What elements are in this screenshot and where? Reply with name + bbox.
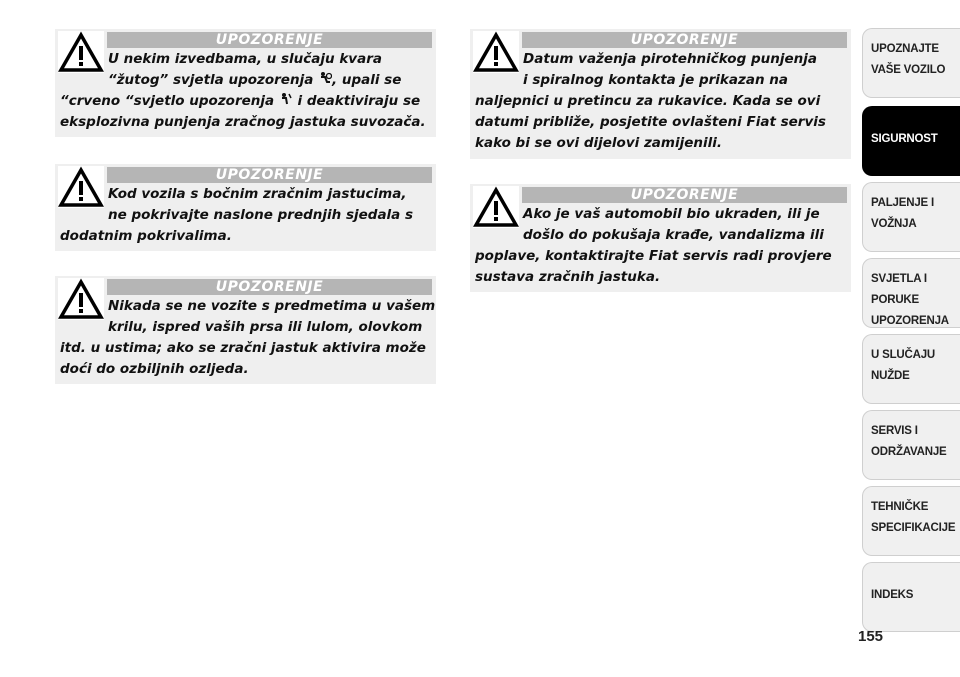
warning-box (55, 29, 436, 137)
warning-line: Kod vozila s bočnim zračnim jastucima, (108, 186, 407, 202)
tab-u-slucaju-nuzde[interactable] (862, 334, 960, 404)
tab-label: VOŽNJA (871, 218, 917, 230)
tab-label: TEHNIČKE (871, 501, 929, 513)
warning-text (60, 184, 430, 247)
warning-header: UPOZORENJE (107, 32, 432, 48)
tab-label: SIGURNOST (871, 133, 938, 145)
warning-line: “crveno “svjetlo upozorenja i deaktiviraju se (60, 93, 421, 109)
warning-line: Nikada se ne vozite s predmetima u vašem (108, 298, 436, 314)
warning-line: dodatnim pokrivalima. (60, 228, 232, 244)
tab-label: SPECIFIKACIJE (871, 522, 956, 534)
warning-line: naljepnici u pretincu za rukavice. Kada se ovi (475, 93, 821, 109)
airbag-warning-icon (318, 71, 332, 85)
warning-line: itd. u ustima; ako se zračni jastuk aktivira može (60, 340, 426, 356)
tab-label: INDEKS (871, 589, 914, 601)
tab-label: NUŽDE (871, 370, 910, 382)
passenger-airbag-off-icon (279, 92, 293, 106)
tab-sigurnost[interactable] (862, 106, 960, 176)
tab-paljenje-i-voznja[interactable] (862, 182, 960, 252)
warning-line: došlo do pokušaja krađe, vandalizma ili (523, 227, 824, 243)
tab-indeks[interactable] (862, 562, 960, 632)
warning-line: i spiralnog kontakta je prikazan na (523, 72, 789, 88)
tab-label: SERVIS I (871, 425, 918, 437)
warning-box (55, 276, 436, 384)
tab-label: SVJETLA I PORUKE (871, 273, 927, 306)
warning-text (60, 49, 430, 133)
warning-line: U nekim izvedbama, u slučaju kvara (108, 51, 382, 67)
warning-text (475, 204, 845, 288)
tab-svjetla-i-poruke-upozorenja[interactable] (862, 258, 960, 328)
warning-box (470, 29, 851, 159)
warning-line: eksplozivna punjenja zračnog jastuka suvozača. (60, 114, 426, 130)
warning-line: “žutog” svjetla upozorenja , upali se (108, 72, 402, 88)
tab-servis-i-odrzavanje[interactable] (862, 410, 960, 480)
warning-line: Datum važenja pirotehničkog punjenja (523, 51, 817, 67)
tab-tehnicke-specifikacije[interactable] (862, 486, 960, 556)
warning-header: UPOZORENJE (522, 187, 847, 203)
warning-text (60, 296, 436, 380)
warning-line: datumi približe, posjetite ovlašteni Fiat servis (475, 114, 826, 130)
warning-line: sustava zračnih jastuka. (475, 269, 661, 285)
warning-header: UPOZORENJE (522, 32, 847, 48)
warning-line: krilu, ispred vaših prsa ili lulom, olovkom (108, 319, 423, 335)
warning-box (470, 184, 851, 292)
page-number: 155 (858, 628, 884, 645)
tab-label: UPOZORENJA (871, 315, 949, 327)
warning-line: ne pokrivajte naslone prednjih sjedala s (108, 207, 414, 223)
tab-label: VAŠE VOZILO (871, 64, 946, 76)
warning-box (55, 164, 436, 251)
warning-text (475, 49, 845, 154)
warning-header: UPOZORENJE (107, 279, 432, 295)
warning-line: kako bi se ovi dijelovi zamijenili. (475, 135, 723, 151)
tab-label: UPOZNAJTE (871, 43, 939, 55)
warning-line: doći do ozbiljnih ozljeda. (60, 361, 249, 377)
tab-label: U SLUČAJU (871, 349, 936, 361)
tab-label: ODRŽAVANJE (871, 446, 947, 458)
warning-line: poplave, kontaktirajte Fiat servis radi provjere (475, 248, 832, 264)
tab-upoznajte-vase-vozilo[interactable] (862, 28, 960, 98)
warning-line: Ako je vaš automobil bio ukraden, ili je (523, 206, 820, 222)
tab-label: PALJENJE I (871, 197, 934, 209)
warning-header: UPOZORENJE (107, 167, 432, 183)
